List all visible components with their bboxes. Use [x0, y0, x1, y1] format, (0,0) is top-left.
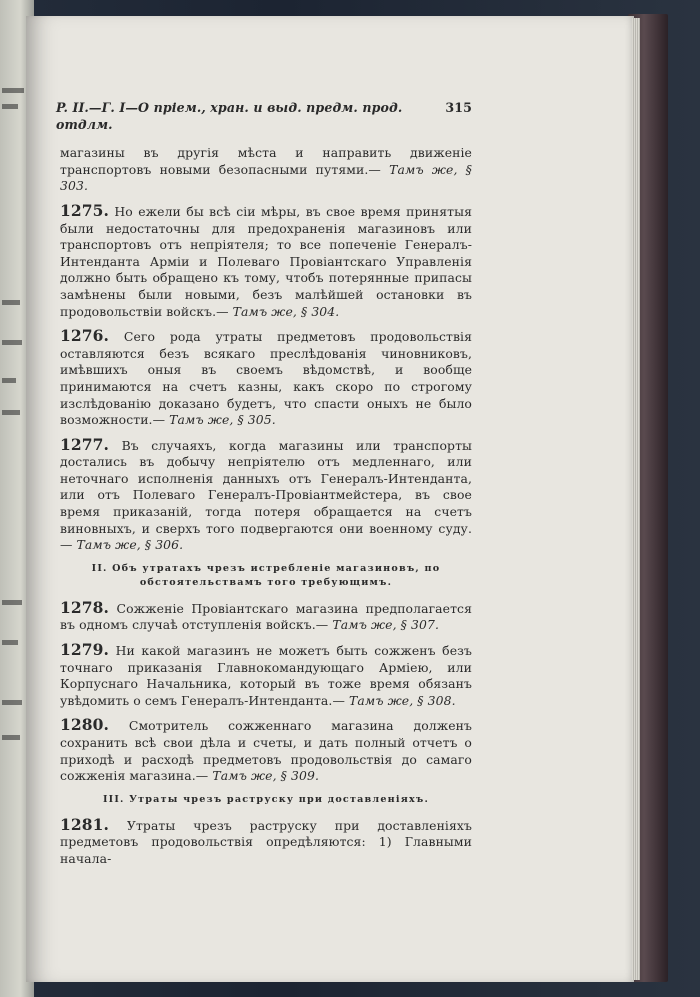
facing-page-text: [2, 378, 16, 383]
facing-page-text: [2, 600, 22, 605]
page-number: 315: [445, 100, 472, 115]
paragraph-text: Сожженіе Провіантскаго магазина предполагается въ одномъ случаѣ отступленія войскъ.—: [60, 600, 472, 633]
article-number: 1277.: [60, 434, 110, 454]
article-1280: [60, 717, 472, 784]
section-heading-3: III. Утраты чрезъ раструску при доставленіяхъ.: [102, 793, 430, 805]
article-1278: [60, 597, 472, 634]
article-number: 1276.: [60, 326, 110, 346]
article-1277: [60, 434, 472, 554]
paragraph-reference: Тамъ же, § 309.: [212, 768, 319, 784]
facing-page-text: [2, 340, 22, 345]
article-number: 1280.: [60, 715, 110, 735]
facing-page-text: [2, 640, 18, 645]
facing-page-text: [2, 88, 24, 93]
section-heading-2: II. Объ утратахъ чрезъ истребленіе магазиновъ, по обстоятельствамъ того требующимъ.: [91, 562, 441, 588]
paragraph-text: Но ежели бы всѣ сіи мѣры, въ свое время принятыя были недостаточны для предохраненія магазиновъ или транспортовъ отъ непріятеля; то все попеченіе Генералъ-Интенданта Арміи и Полеваго Провіантскаго Управленія должно быть обращено къ тому, чтобъ потерянные припасы замѣнены были новыми, безъ малѣйшей остановки въ продовольствіи войскъ.—: [60, 203, 472, 319]
facing-page-text: [2, 300, 20, 305]
article-number: 1275.: [60, 200, 110, 220]
paragraph-reference: Тамъ же, § 306.: [76, 537, 184, 553]
paragraph-reference: Тамъ же, § 308.: [348, 692, 456, 708]
paragraph-reference: Тамъ же, § 307.: [332, 617, 439, 633]
paragraph-text: Въ случаяхъ, когда магазины или транспорты достались въ добычу непріятелю отъ медленнаго, или неточнаго исполненія данныхъ отъ Генералъ-Интенданта, или отъ Полеваго Генералъ-Провіантмейстера, въ свое время приказаній, тогда потеря обращается на счетъ виновныхъ, и сверхъ того подвергаются они военному суду. —: [60, 437, 472, 553]
paragraph-text: Сего рода утраты предметовъ продовольствія оставляются безъ всякаго преслѣдованія чиновниковъ, имѣвшихъ оныя въ своемъ вѣдомствѣ, и вообще принимаются на счетъ казны, какъ скоро по строгому изслѣдованію доказано будетъ, что спасти оныхъ не было возможности.—: [60, 329, 472, 428]
article-1279: [60, 642, 472, 709]
article-number: 1278.: [60, 597, 110, 617]
paragraph-text: Ни какой магазинъ не можетъ быть сожженъ безъ точнаго приказанія Главнокомандующаго Арміею, или Корпуснаго Начальника, который въ тоже время обязанъ увѣдомить о семъ Генералъ-Интенданта.—: [60, 643, 472, 708]
paragraph-text: Смотритель сожженнаго магазина долженъ сохранить всѣ свои дѣла и счеты, и дать полный отчетъ о приходѣ и расходѣ предметовъ продовольствія до самаго сожженія магазина.—: [60, 718, 472, 784]
paragraph-text: Утраты чрезъ раструску при доставленіяхъ предметовъ продовольствія опредѣляются: 1) Главными начала-: [60, 817, 472, 866]
article-number: 1279.: [60, 640, 110, 660]
facing-page-text: [2, 104, 18, 109]
paragraph-reference: Тамъ же, § 304.: [232, 303, 340, 319]
paragraph-continuation: [60, 145, 472, 195]
paragraph-reference: Тамъ же, § 303.: [60, 161, 472, 194]
paragraph-reference: Тамъ же, § 305.: [169, 412, 276, 428]
facing-page-text: [2, 410, 20, 415]
article-1275: [60, 200, 472, 320]
article-1281: [60, 814, 472, 868]
page-text: [56, 100, 472, 876]
running-header: [56, 100, 472, 133]
article-1276: [60, 328, 472, 429]
article-number: 1281.: [60, 814, 110, 834]
paragraph-text: магазины въ другія мѣста и направить движеніе транспортовъ новыми безопасными путями.—: [60, 145, 472, 177]
running-title: P. II.—Г. I—О пріем., хран. и выд. предм. прод. отдлм.: [56, 100, 403, 132]
page-block-edge: [632, 18, 640, 980]
facing-page-text: [2, 700, 22, 705]
facing-page-text: [2, 735, 20, 740]
